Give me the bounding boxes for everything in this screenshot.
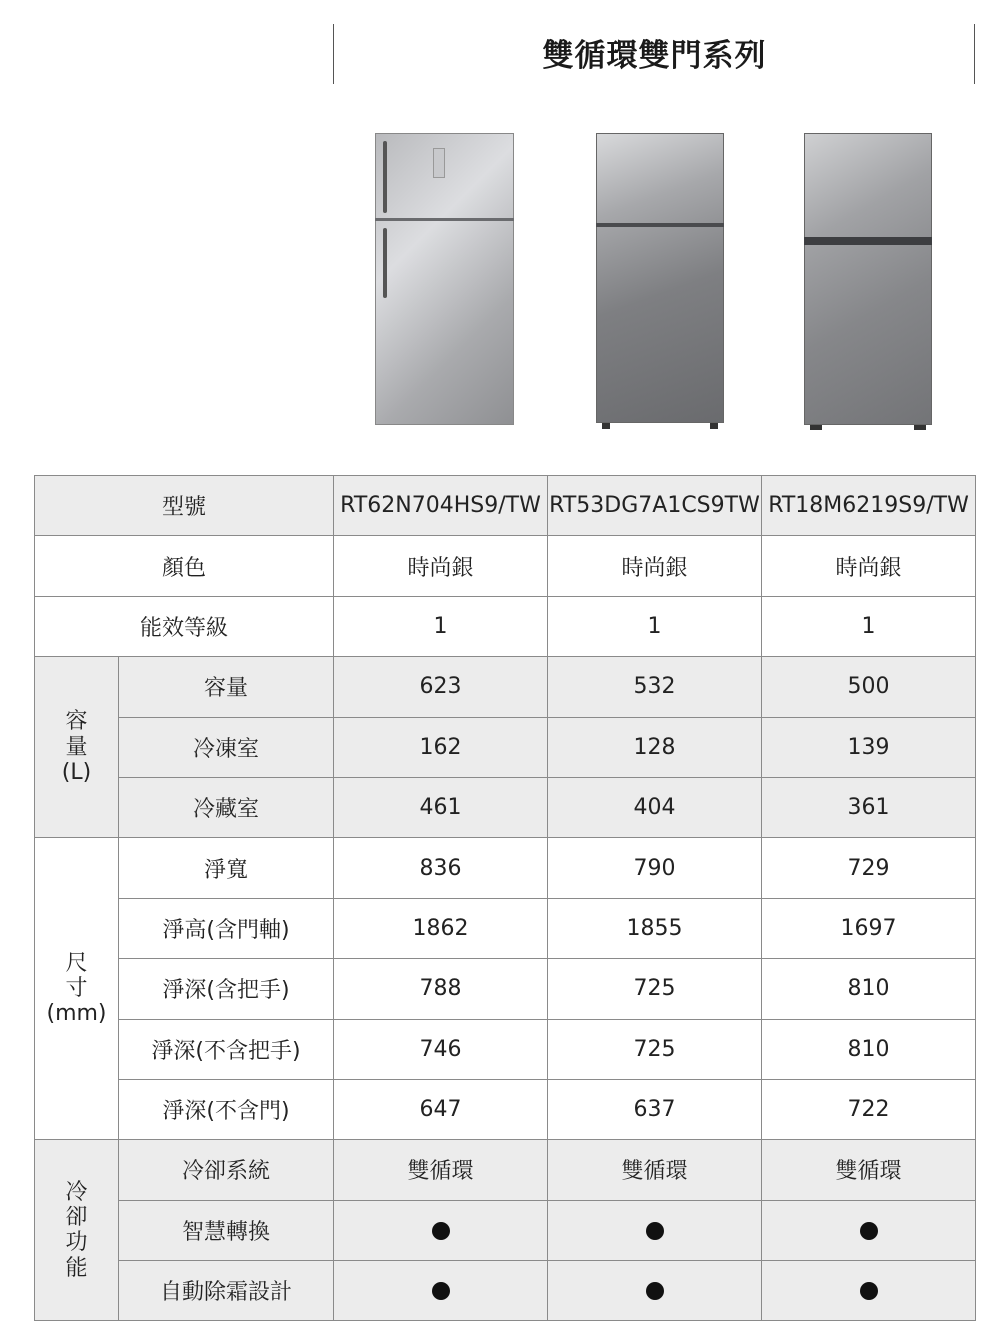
- group-label-line: 卻: [65, 1205, 88, 1231]
- cell-value: 500: [762, 657, 976, 717]
- row-label: 冷藏室: [119, 777, 334, 837]
- group-label-capacity: [35, 657, 119, 838]
- cell-value: 746: [334, 1019, 548, 1079]
- row-label: 淨寬: [119, 838, 334, 898]
- row-label: 淨深(含把手): [119, 959, 334, 1019]
- group-label-line: 冷: [65, 1179, 88, 1205]
- feature-dot: [334, 1261, 548, 1321]
- cell-value: 1: [762, 596, 976, 656]
- group-label-cooling: [35, 1140, 119, 1321]
- filled-circle-icon: [646, 1222, 664, 1240]
- row-label: 容量: [119, 657, 334, 717]
- group-label-line: (L): [61, 759, 92, 785]
- filled-circle-icon: [646, 1282, 664, 1300]
- filled-circle-icon: [432, 1282, 450, 1300]
- cell-value: 725: [548, 1019, 762, 1079]
- row-label: 冷凍室: [119, 717, 334, 777]
- cell-value: 139: [762, 717, 976, 777]
- filled-circle-icon: [860, 1282, 878, 1300]
- cell-value: 1: [548, 596, 762, 656]
- cell-value: 時尚銀: [548, 536, 762, 596]
- row-label: 智慧轉換: [119, 1200, 334, 1260]
- row-label-energy: 能效等級: [35, 596, 334, 656]
- model-name-1: RT62N704HS9/TW: [334, 476, 548, 536]
- cell-value: 1862: [334, 898, 548, 958]
- group-label-line: 量: [65, 734, 88, 760]
- cell-value: 790: [548, 838, 762, 898]
- table-row: [35, 1079, 976, 1139]
- group-label-line: 寸: [65, 976, 88, 1002]
- table-row: [35, 838, 976, 898]
- table-row: [35, 1019, 976, 1079]
- cell-value: 810: [762, 1019, 976, 1079]
- row-label-model: 型號: [35, 476, 334, 536]
- page-title: 雙循環雙門系列: [542, 38, 767, 74]
- feature-dot: [548, 1200, 762, 1260]
- product-image-3: [804, 133, 932, 431]
- filled-circle-icon: [860, 1222, 878, 1240]
- cell-value: 623: [334, 657, 548, 717]
- spec-table: [34, 475, 976, 1321]
- row-label: 自動除霜設計: [119, 1261, 334, 1321]
- cell-value: 雙循環: [762, 1140, 976, 1200]
- table-row: [35, 959, 976, 1019]
- row-label: 淨高(含門軸): [119, 898, 334, 958]
- table-row: [35, 1261, 976, 1321]
- cell-value: 722: [762, 1079, 976, 1139]
- cell-value: 1697: [762, 898, 976, 958]
- table-row-energy: [35, 596, 976, 656]
- cell-value: 128: [548, 717, 762, 777]
- table-row: [35, 1140, 976, 1200]
- row-label: 淨深(不含門): [119, 1079, 334, 1139]
- cell-value: 1855: [548, 898, 762, 958]
- table-row: [35, 777, 976, 837]
- table-row: [35, 717, 976, 777]
- cell-value: 時尚銀: [334, 536, 548, 596]
- cell-value: 729: [762, 838, 976, 898]
- feature-dot: [762, 1261, 976, 1321]
- table-row: [35, 657, 976, 717]
- cell-value: 雙循環: [548, 1140, 762, 1200]
- row-label: 淨深(不含把手): [119, 1019, 334, 1079]
- cell-value: 788: [334, 959, 548, 1019]
- product-image-1: [375, 133, 514, 425]
- header-divider-right: [974, 24, 975, 84]
- group-label-line: 尺: [65, 950, 88, 976]
- cell-value: 532: [548, 657, 762, 717]
- filled-circle-icon: [432, 1222, 450, 1240]
- feature-dot: [762, 1200, 976, 1260]
- row-label-color: 顏色: [35, 536, 334, 596]
- cell-value: 162: [334, 717, 548, 777]
- cell-value: 361: [762, 777, 976, 837]
- cell-value: 810: [762, 959, 976, 1019]
- cell-value: 雙循環: [334, 1140, 548, 1200]
- page-header: [0, 0, 1000, 90]
- group-label-line: 容: [65, 709, 88, 735]
- table-row-model: [35, 476, 976, 536]
- group-label-line: 能: [65, 1255, 88, 1281]
- feature-dot: [548, 1261, 762, 1321]
- group-label-size: [35, 838, 119, 1140]
- model-name-3: RT18M6219S9/TW: [762, 476, 976, 536]
- group-label-line: 功: [65, 1230, 88, 1256]
- cell-value: 637: [548, 1079, 762, 1139]
- cell-value: 1: [334, 596, 548, 656]
- product-image-2: [596, 133, 724, 431]
- feature-dot: [334, 1200, 548, 1260]
- table-row: [35, 898, 976, 958]
- table-row-color: [35, 536, 976, 596]
- cell-value: 404: [548, 777, 762, 837]
- group-label-line: (mm): [46, 1001, 107, 1027]
- cell-value: 461: [334, 777, 548, 837]
- cell-value: 836: [334, 838, 548, 898]
- table-row: [35, 1200, 976, 1260]
- row-label: 冷卻系統: [119, 1140, 334, 1200]
- cell-value: 時尚銀: [762, 536, 976, 596]
- model-name-2: RT53DG7A1CS9TW: [548, 476, 762, 536]
- cell-value: 725: [548, 959, 762, 1019]
- cell-value: 647: [334, 1079, 548, 1139]
